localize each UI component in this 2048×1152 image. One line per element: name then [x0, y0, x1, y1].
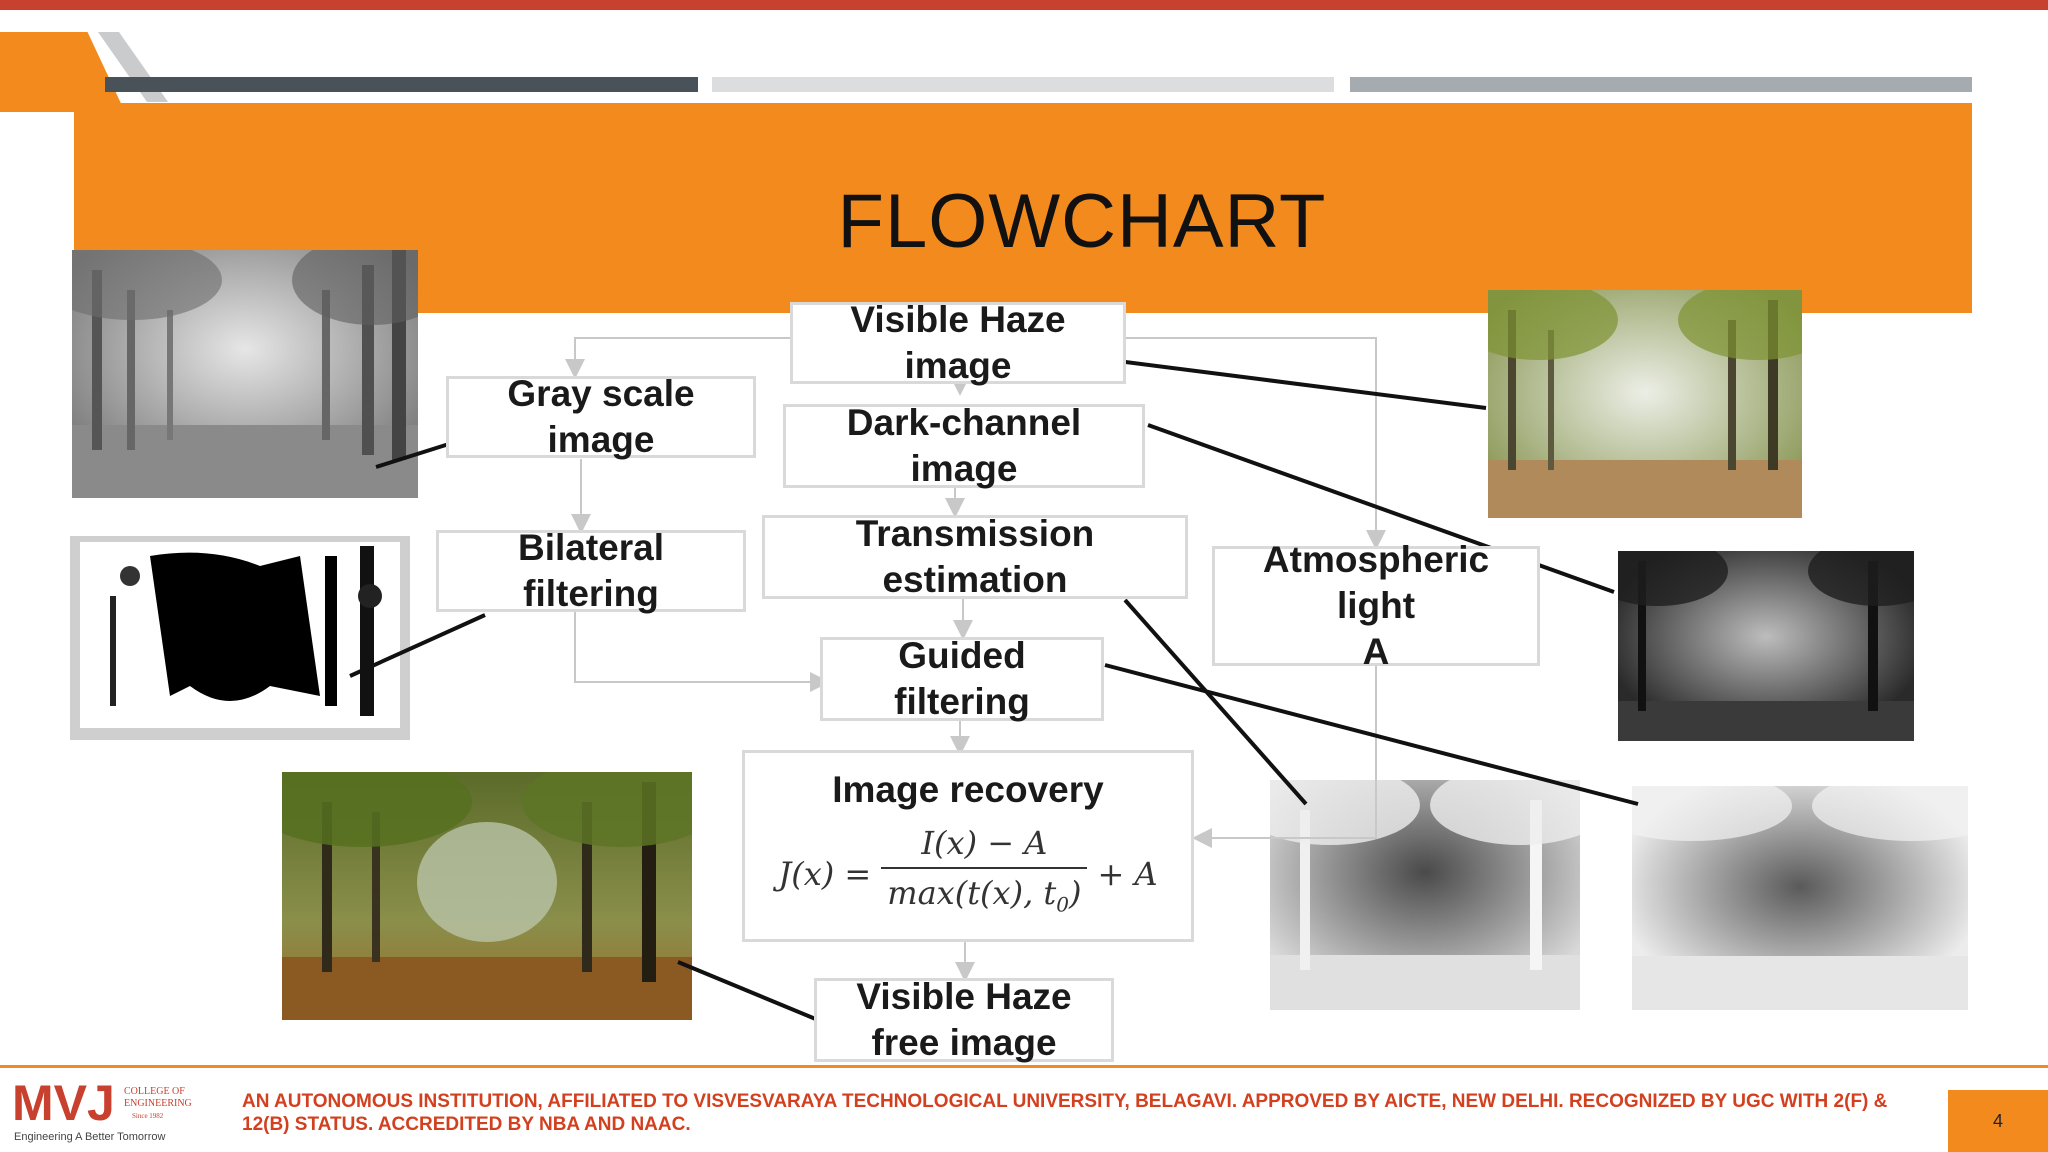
pointer-hazefree	[678, 962, 818, 1020]
formula-numerator: I(x) − A	[881, 823, 1087, 869]
formula-denominator-subscript: 0	[1056, 892, 1069, 917]
formula-rhs: + A	[1097, 854, 1158, 893]
college-logo	[8, 1068, 208, 1148]
node-transmission-estimation	[762, 515, 1188, 599]
node-haze-free-line1: Visible Haze	[856, 976, 1072, 1017]
node-gray-scale-line1: Gray scale	[507, 373, 695, 414]
footer-accreditation-text: AN AUTONOMOUS INSTITUTION, AFFILIATED TO VISVESVARAYA TECHNOLOGICAL UNIVERSITY, BELAGAVI. APPROVED BY AICTE, NEW DELHI. RECOGNIZED BY UGC WITH 2(F) & 12(B) STATUS. ACCREDITED BY NBA AND NAAC.	[242, 1091, 1888, 1135]
slide-title: FLOWCHART	[837, 179, 1327, 264]
recovery-formula	[778, 823, 1157, 924]
node-bilateral-line2: filtering	[523, 573, 659, 614]
corner-decoration	[0, 32, 125, 112]
svg-text:COLLEGE OF: COLLEGE OF	[124, 1086, 185, 1097]
gray-forest-photo	[72, 250, 418, 498]
node-image-recovery	[742, 750, 1194, 942]
node-visible-haze-image	[790, 299, 1126, 386]
hazy-input-forest-photo	[1488, 290, 1802, 518]
svg-text:Engineering A Better Tomorrow: Engineering A Better Tomorrow	[14, 1131, 166, 1143]
footer-divider	[0, 1065, 2048, 1068]
formula-denominator	[881, 869, 1087, 924]
top-accent-bar	[0, 0, 2048, 10]
pointer-hazy-input	[1110, 360, 1486, 408]
page-number: 4	[1948, 1090, 2048, 1152]
formula-fraction	[881, 823, 1087, 924]
formula-denominator-main: max(t(x), t	[887, 874, 1057, 913]
formula-denominator-close: )	[1069, 874, 1082, 913]
node-atmospheric-line1: Atmospheric	[1262, 539, 1490, 580]
formula-lhs: J(x) =	[778, 854, 872, 893]
node-guided-filtering	[820, 637, 1104, 721]
node-atmospheric-line3: A	[1362, 631, 1390, 672]
node-bilateral-line1: Bilateral	[517, 527, 664, 568]
node-haze-free-line2: free image	[871, 1022, 1057, 1063]
svg-text:MVJ: MVJ	[12, 1075, 115, 1131]
node-bilateral-filtering	[436, 527, 746, 614]
node-dark-channel-image	[783, 404, 1145, 488]
node-guided-line2: filtering	[894, 681, 1030, 722]
node-visible-haze-line1: Visible Haze	[850, 299, 1066, 340]
arrow-bilateral-to-guided	[575, 612, 826, 682]
svg-text:Since 1982: Since 1982	[132, 1112, 164, 1120]
node-recovery-title: Image recovery	[832, 769, 1104, 811]
node-atmospheric-line2: light	[1336, 585, 1416, 626]
haze-free-forest-photo	[282, 772, 692, 1020]
refined-transmission-photo	[1632, 786, 1968, 1010]
svg-text:ENGINEERING: ENGINEERING	[124, 1098, 192, 1109]
node-guided-line1: Guided	[898, 635, 1026, 676]
bilateral-output-photo	[70, 536, 410, 740]
node-visible-haze-line2: image	[904, 345, 1012, 386]
arrow-to-grayscale	[575, 338, 790, 375]
node-atmospheric-light	[1212, 539, 1540, 672]
node-visible-haze-free-image	[814, 978, 1114, 1062]
node-gray-scale-image	[446, 373, 756, 460]
header-stripe-gray	[1350, 77, 1972, 92]
node-transmission-line1: Transmission	[855, 513, 1095, 554]
node-dark-channel-line2: image	[910, 448, 1018, 489]
dark-channel-photo	[1618, 551, 1914, 741]
node-gray-scale-line2: image	[547, 419, 655, 460]
header-stripe-dark	[105, 77, 698, 92]
header-stripe-light	[712, 77, 1334, 92]
transmission-map-photo	[1270, 780, 1580, 1010]
node-dark-channel-line1: Dark-channel	[846, 402, 1082, 443]
node-transmission-line2: estimation	[882, 559, 1068, 600]
